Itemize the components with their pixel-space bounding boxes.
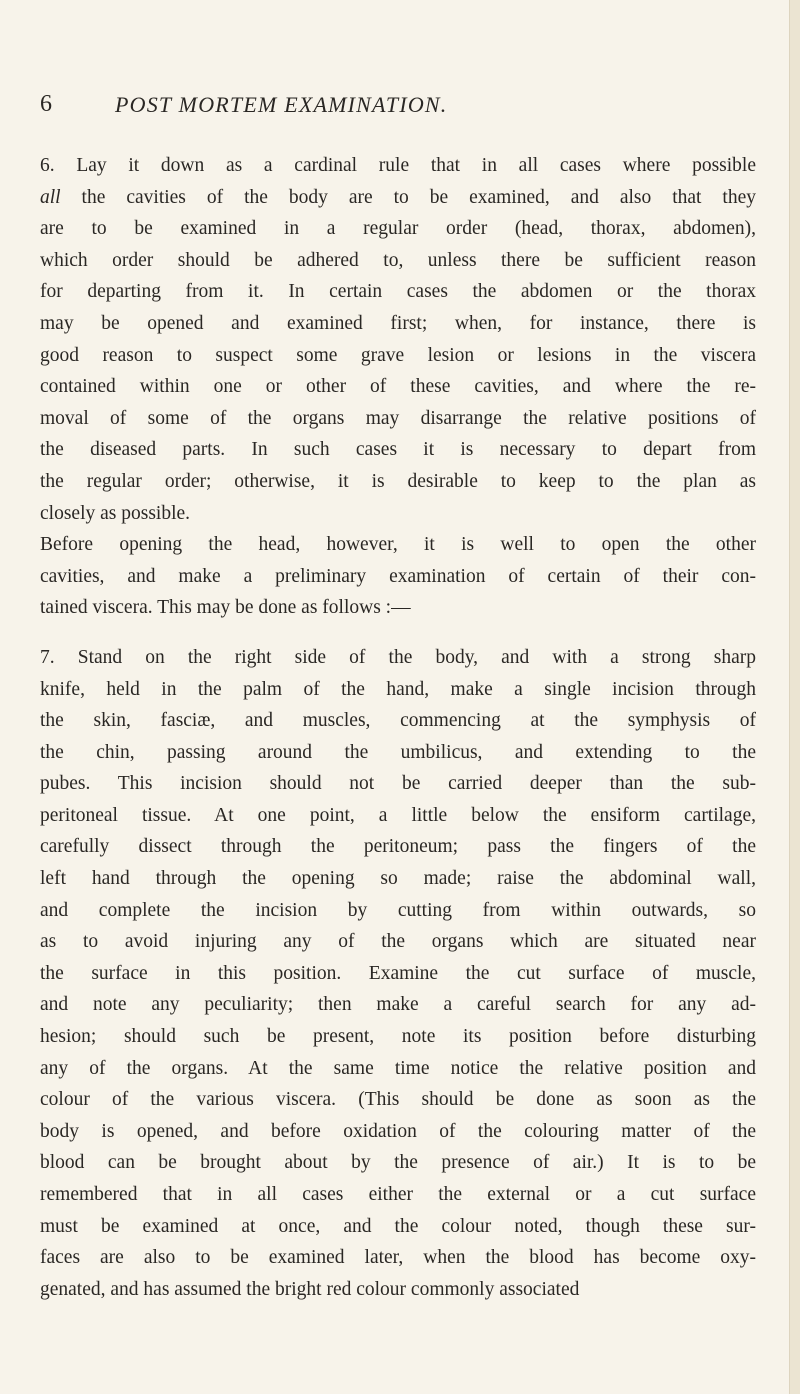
text-line: faces are also to be examined later, when the blood has become oxy- <box>40 1247 756 1269</box>
text-line: good reason to suspect some grave lesion or lesions in the viscera <box>40 344 756 366</box>
text-line: body is opened, and before oxidation of the colouring matter of the <box>40 1120 756 1142</box>
text-line: any of the organs. At the same time notice the relative position and <box>40 1057 756 1079</box>
text-line: 6. Lay it down as a cardinal rule that in all cases where possible <box>40 155 756 176</box>
text-line: pubes. This incision should not be carried deeper than the sub- <box>40 773 756 795</box>
text-line: knife, held in the palm of the hand, make a single incision through <box>40 678 756 700</box>
text-line: and note any peculiarity; then make a careful search for any ad- <box>40 994 756 1016</box>
running-head: POST MORTEM EXAMINATION. <box>115 92 448 117</box>
text-line: for departing from it. In certain cases the abdomen or the thorax <box>40 281 756 303</box>
emphasis-all: all <box>40 186 61 208</box>
text-line: must be examined at once, and the colour noted, though these sur- <box>40 1215 756 1237</box>
text-line: left hand through the opening so made; raise the abdominal wall, <box>40 868 756 890</box>
body-text <box>40 150 756 1305</box>
text-line: all the cavities of the body are to be examined, and also that they <box>40 186 756 208</box>
text-line: peritoneal tissue. At one point, a little below the ensiform cartilage, <box>40 804 756 826</box>
text-line: closely as possible. <box>40 502 191 524</box>
page-edge <box>789 0 800 1394</box>
paragraph-before-opening-head <box>40 529 756 624</box>
text-line: as to avoid injuring any of the organs which are situated near <box>40 931 756 953</box>
text-line: are to be examined in a regular order (head, thorax, abdomen), <box>40 218 756 240</box>
text-line: the skin, fasciæ, and muscles, commencing at the symphysis of <box>40 710 756 732</box>
text-line: cavities, and make a preliminary examination of certain of their con- <box>40 565 756 587</box>
text-line: and complete the incision by cutting from within outwards, so <box>40 899 756 921</box>
text-line: moval of some of the organs may disarrange the relative positions of <box>40 407 756 429</box>
text-line: may be opened and examined first; when, for instance, there is <box>40 312 756 334</box>
paragraph-rule-7 <box>40 642 756 1305</box>
text-line: tained viscera. This may be done as follows :— <box>40 597 411 619</box>
text-line: the chin, passing around the umbilicus, and extending to the <box>40 741 756 763</box>
text-line: the diseased parts. In such cases it is necessary to depart from <box>40 439 756 461</box>
paragraph-rule-6 <box>40 150 756 529</box>
text-line: the regular order; otherwise, it is desirable to keep to the plan as <box>40 470 756 492</box>
text-line: contained within one or other of these cavities, and where the re- <box>40 376 756 398</box>
text-line: the surface in this position. Examine the cut surface of muscle, <box>40 962 756 984</box>
text-line: colour of the various viscera. (This should be done as soon as the <box>40 1089 756 1111</box>
text-line: genated, and has assumed the bright red colour commonly associated <box>40 1278 580 1300</box>
text-line: hesion; should such be present, note its position before disturbing <box>40 1026 756 1048</box>
text-line: 7. Stand on the right side of the body, and with a strong sharp <box>40 646 756 668</box>
text-line: which order should be adhered to, unless there be sufficient reason <box>40 249 756 271</box>
text-line: Before opening the head, however, it is well to open the other <box>40 534 756 556</box>
text-line: remembered that in all cases either the external or a cut surface <box>40 1184 756 1205</box>
page-number: 6 <box>40 91 52 117</box>
text-line: carefully dissect through the peritoneum; pass the fingers of the <box>40 836 756 858</box>
text-line: blood can be brought about by the presence of air.) It is to be <box>40 1152 756 1174</box>
